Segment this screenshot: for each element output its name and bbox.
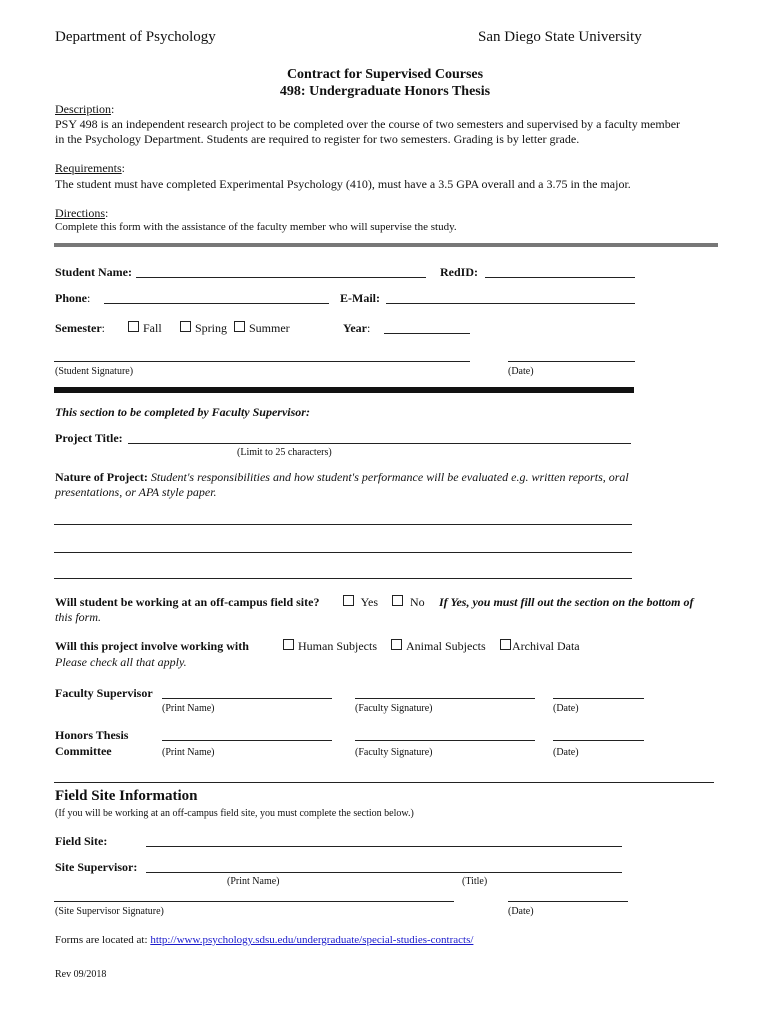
field-site-label: Field Site:: [55, 834, 108, 848]
offcampus-note-line2: this form.: [55, 610, 102, 624]
faculty-signature-caption: (Faculty Signature): [355, 747, 433, 758]
committee-date-field[interactable]: [553, 740, 644, 741]
committee-label-line2: Committee: [55, 744, 112, 758]
student-date-caption: (Date): [508, 366, 534, 377]
section-divider-thick: [54, 387, 634, 393]
committee-signature-field[interactable]: [355, 740, 535, 741]
phone-field[interactable]: [104, 303, 329, 304]
year-field[interactable]: [384, 333, 470, 334]
involve-note: Please check all that apply.: [55, 655, 187, 669]
checkbox-icon: [343, 595, 354, 606]
limit-caption: (Limit to 25 characters): [237, 447, 332, 458]
field-site-heading: Field Site Information: [55, 788, 198, 804]
checkbox-icon: [392, 595, 403, 606]
semester-summer-checkbox[interactable]: Summer: [234, 321, 290, 336]
semester-spring-checkbox[interactable]: Spring: [180, 321, 227, 336]
offcampus-question: Will student be working at an off-campus field site?: [55, 595, 320, 609]
description-text-line1: PSY 498 is an independent research project to be completed over the course of two semesters and supervised by a faculty member: [55, 117, 681, 131]
student-signature-field[interactable]: [54, 361, 470, 362]
description-heading: Description:: [55, 102, 115, 116]
requirements-text: The student must have completed Experimental Psychology (410), must have a 3.5 GPA overall and a 3.75 in the major.: [55, 177, 631, 191]
faculty-supervisor-signature-field[interactable]: [355, 698, 535, 699]
semester-fall-checkbox[interactable]: Fall: [128, 321, 162, 336]
nature-field-line2[interactable]: [54, 552, 632, 553]
semester-label: Semester:: [55, 321, 105, 335]
faculty-supervisor-label: Faculty Supervisor: [55, 686, 153, 700]
checkbox-icon: [391, 639, 402, 650]
forms-location: Forms are located at: http://www.psychology.sdsu.edu/undergraduate/special-studies-contracts/: [55, 934, 474, 946]
redid-label: RedID:: [440, 265, 479, 279]
revision-label: Rev 09/2018: [55, 969, 107, 980]
faculty-signature-caption: (Faculty Signature): [355, 703, 433, 714]
checkbox-icon: [180, 321, 191, 332]
project-title-field[interactable]: [128, 443, 631, 444]
faculty-supervisor-date-field[interactable]: [553, 698, 644, 699]
directions-text: Complete this form with the assistance of the faculty member who will supervise the study.: [55, 221, 457, 233]
year-label: Year:: [343, 321, 371, 335]
email-field[interactable]: [386, 303, 635, 304]
student-name-field[interactable]: [136, 277, 426, 278]
checkbox-icon: [283, 639, 294, 650]
nature-field-line3[interactable]: [54, 578, 632, 579]
project-title-label: Project Title:: [55, 431, 123, 445]
section-divider: [54, 782, 714, 783]
site-date-field[interactable]: [508, 901, 628, 902]
animal-subjects-checkbox[interactable]: Animal Subjects: [391, 639, 486, 654]
site-supervisor-field[interactable]: [146, 872, 622, 873]
student-name-label: Student Name:: [55, 265, 133, 279]
committee-label-line1: Honors Thesis: [55, 728, 129, 742]
date-caption: (Date): [553, 703, 579, 714]
field-site-field[interactable]: [146, 846, 622, 847]
print-name-caption: (Print Name): [162, 703, 215, 714]
human-subjects-checkbox[interactable]: Human Subjects: [283, 639, 377, 654]
nature-field-line1[interactable]: [54, 524, 632, 525]
faculty-section-title: This section to be completed by Faculty Supervisor:: [55, 405, 310, 419]
involve-question: Will this project involve working with: [55, 639, 249, 653]
site-supervisor-label: Site Supervisor:: [55, 860, 138, 874]
section-divider: [54, 243, 718, 247]
description-text-line2: in the Psychology Department. Students are required to register for two semesters. Grading is by letter grade.: [55, 132, 580, 146]
committee-name-field[interactable]: [162, 740, 332, 741]
department-name: Department of Psychology: [55, 29, 216, 45]
faculty-supervisor-name-field[interactable]: [162, 698, 332, 699]
offcampus-no-checkbox[interactable]: No: [392, 595, 425, 610]
offcampus-yes-checkbox[interactable]: Yes: [343, 595, 378, 610]
nature-of-project-line2: presentations, or APA style paper.: [55, 485, 217, 499]
form-title-line2: 498: Undergraduate Honors Thesis: [279, 84, 491, 99]
site-title-caption: (Title): [462, 876, 488, 887]
directions-heading: Directions:: [55, 206, 109, 220]
student-signature-caption: (Student Signature): [55, 366, 134, 377]
field-site-note: (If you will be working at an off-campus field site, you must complete the section below.): [55, 808, 414, 819]
phone-label: Phone:: [55, 291, 91, 305]
redid-field[interactable]: [485, 277, 635, 278]
site-print-name-caption: (Print Name): [227, 876, 280, 887]
requirements-heading: Requirements:: [55, 161, 125, 175]
form-title-line1: Contract for Supervised Courses: [286, 67, 484, 82]
checkbox-icon: [234, 321, 245, 332]
student-date-field[interactable]: [508, 361, 635, 362]
checkbox-icon: [500, 639, 511, 650]
email-label: E-Mail:: [340, 291, 380, 305]
print-name-caption: (Print Name): [162, 747, 215, 758]
university-name: San Diego State University: [478, 29, 642, 45]
site-date-caption: (Date): [508, 906, 534, 917]
checkbox-icon: [128, 321, 139, 332]
date-caption: (Date): [553, 747, 579, 758]
offcampus-note: If Yes, you must fill out the section on the bottom of: [439, 595, 694, 609]
site-signature-caption: (Site Supervisor Signature): [55, 906, 164, 917]
archival-data-checkbox[interactable]: Archival Data: [500, 639, 580, 654]
site-supervisor-signature-field[interactable]: [54, 901, 454, 902]
nature-of-project-line1: Nature of Project: Student's responsibilities and how student's performance will be evaluated e.g. written reports, oral: [55, 470, 629, 484]
forms-link[interactable]: http://www.psychology.sdsu.edu/undergraduate/special-studies-contracts/: [150, 934, 474, 946]
